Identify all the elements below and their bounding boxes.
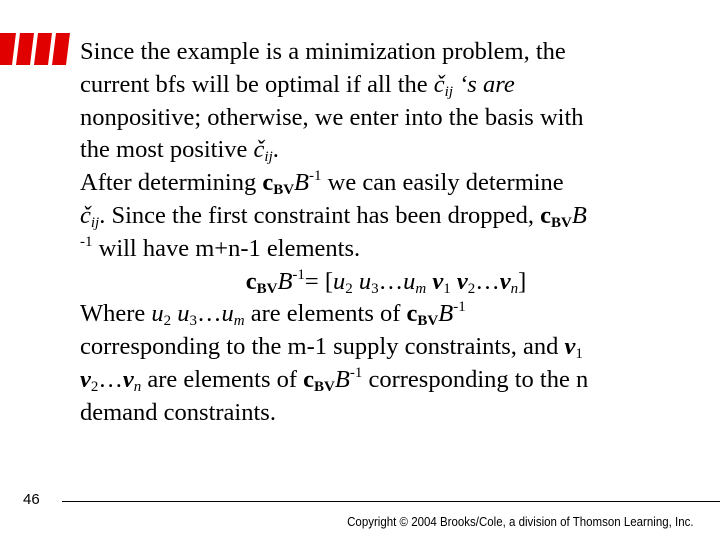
cost-vector-subscript: BV	[314, 378, 335, 395]
cost-vector-c: c	[406, 300, 418, 328]
line-1-text: Since the example is a minimization problem, the	[80, 38, 566, 65]
inverse-superscript: -1	[453, 299, 466, 316]
dual-v: v	[499, 267, 511, 295]
period: .	[272, 136, 279, 164]
subscript-m: m	[233, 313, 245, 330]
cost-vector-subscript: BV	[550, 214, 572, 231]
ellipsis: …	[98, 365, 123, 393]
dual-u: u	[177, 300, 190, 328]
text-line-9	[80, 298, 712, 331]
dual-v: v	[456, 267, 468, 295]
text-line-11	[80, 364, 712, 397]
inverse-superscript: -1	[309, 168, 322, 185]
dual-v: v	[80, 365, 91, 393]
closing-bracket: ]	[518, 267, 527, 295]
subscript-2: 2	[345, 280, 353, 297]
basis-matrix-b: B	[334, 365, 350, 393]
ellipsis: …	[475, 267, 500, 295]
reduced-cost-subscript: ij	[264, 149, 273, 166]
subscript-n: n	[510, 280, 519, 297]
line-2-tail: ‘s are	[453, 70, 515, 98]
reduced-cost-subscript: ij	[444, 83, 454, 100]
cost-vector-c: c	[245, 267, 257, 295]
line-11-middle: are elements of	[141, 365, 304, 393]
copyright-footer: Copyright © 2004 Brooks/Cole, a division of Thomson Learning, Inc.	[347, 515, 694, 529]
subscript-1: 1	[575, 346, 583, 363]
line-4-text: the most positive	[80, 136, 254, 164]
line-9-text: Where	[80, 300, 152, 328]
text-line-3	[80, 102, 712, 135]
inverse-superscript: -1	[349, 364, 363, 381]
basis-matrix-b: B	[294, 169, 310, 197]
reduced-cost-symbol: č	[253, 136, 265, 164]
formula-line	[80, 266, 712, 299]
cost-vector-c: c	[262, 169, 274, 197]
text-line-7	[80, 233, 712, 266]
cost-vector-subscript: BV	[273, 182, 295, 199]
subscript-3: 3	[371, 280, 379, 297]
text-line-5	[80, 167, 712, 200]
dual-u: u	[403, 267, 416, 295]
subscript-1: 1	[443, 280, 451, 297]
dual-u: u	[333, 267, 346, 295]
dual-v: v	[432, 267, 444, 295]
subscript-2: 2	[90, 378, 99, 395]
dual-u: u	[151, 300, 164, 328]
line-12-text: demand constraints.	[80, 398, 276, 426]
reduced-cost-symbol: č	[433, 70, 445, 98]
cost-vector-subscript: BV	[417, 313, 439, 330]
text-line-4	[80, 134, 712, 167]
dual-u: u	[221, 300, 234, 328]
line-3-text: nonpositive; otherwise, we enter into the basis with	[80, 103, 584, 131]
ellipsis: …	[197, 300, 222, 328]
basis-matrix-b: B	[571, 201, 587, 229]
cost-vector-c: c	[303, 365, 315, 393]
slide-body	[80, 36, 712, 430]
text-line-1	[80, 36, 712, 69]
reduced-cost-subscript: ij	[90, 214, 100, 231]
line-11-tail: corresponding to the n	[362, 365, 589, 393]
subscript-m: m	[415, 280, 427, 297]
line-10-text: corresponding to the m-1 supply constraints, and	[80, 333, 565, 361]
subscript-2: 2	[467, 280, 476, 297]
line-2-text: current bfs will be optimal if all the	[80, 70, 434, 98]
basis-matrix-b: B	[277, 267, 293, 295]
line-7-text: will have m+n-1 elements.	[92, 234, 361, 262]
line-9-middle: are elements of	[244, 300, 407, 328]
subscript-3: 3	[189, 313, 198, 330]
publisher-logo-icon	[0, 33, 72, 65]
line-5-tail: we can easily determine	[321, 169, 564, 197]
line-6-text: . Since the first constraint has been dropped,	[99, 201, 541, 229]
subscript-n: n	[133, 378, 142, 395]
reduced-cost-symbol: č	[80, 201, 91, 229]
cost-vector-subscript: BV	[256, 280, 278, 297]
footer-divider	[62, 501, 720, 502]
ellipsis: …	[378, 267, 404, 295]
cost-vector-c: c	[540, 201, 551, 229]
subscript-2: 2	[163, 313, 172, 330]
text-line-6	[80, 200, 712, 233]
text-line-12	[80, 397, 712, 430]
dual-v: v	[122, 365, 134, 393]
page-number: 46	[23, 491, 40, 508]
dual-u: u	[358, 267, 372, 295]
dual-v: v	[564, 333, 576, 361]
basis-matrix-b: B	[438, 300, 454, 328]
line-5-text: After determining	[80, 169, 263, 197]
text-line-2	[80, 69, 712, 102]
inverse-superscript: -1	[80, 233, 93, 250]
equals-bracket: = [	[304, 267, 334, 295]
inverse-superscript: -1	[292, 266, 305, 283]
text-line-10	[80, 331, 712, 364]
